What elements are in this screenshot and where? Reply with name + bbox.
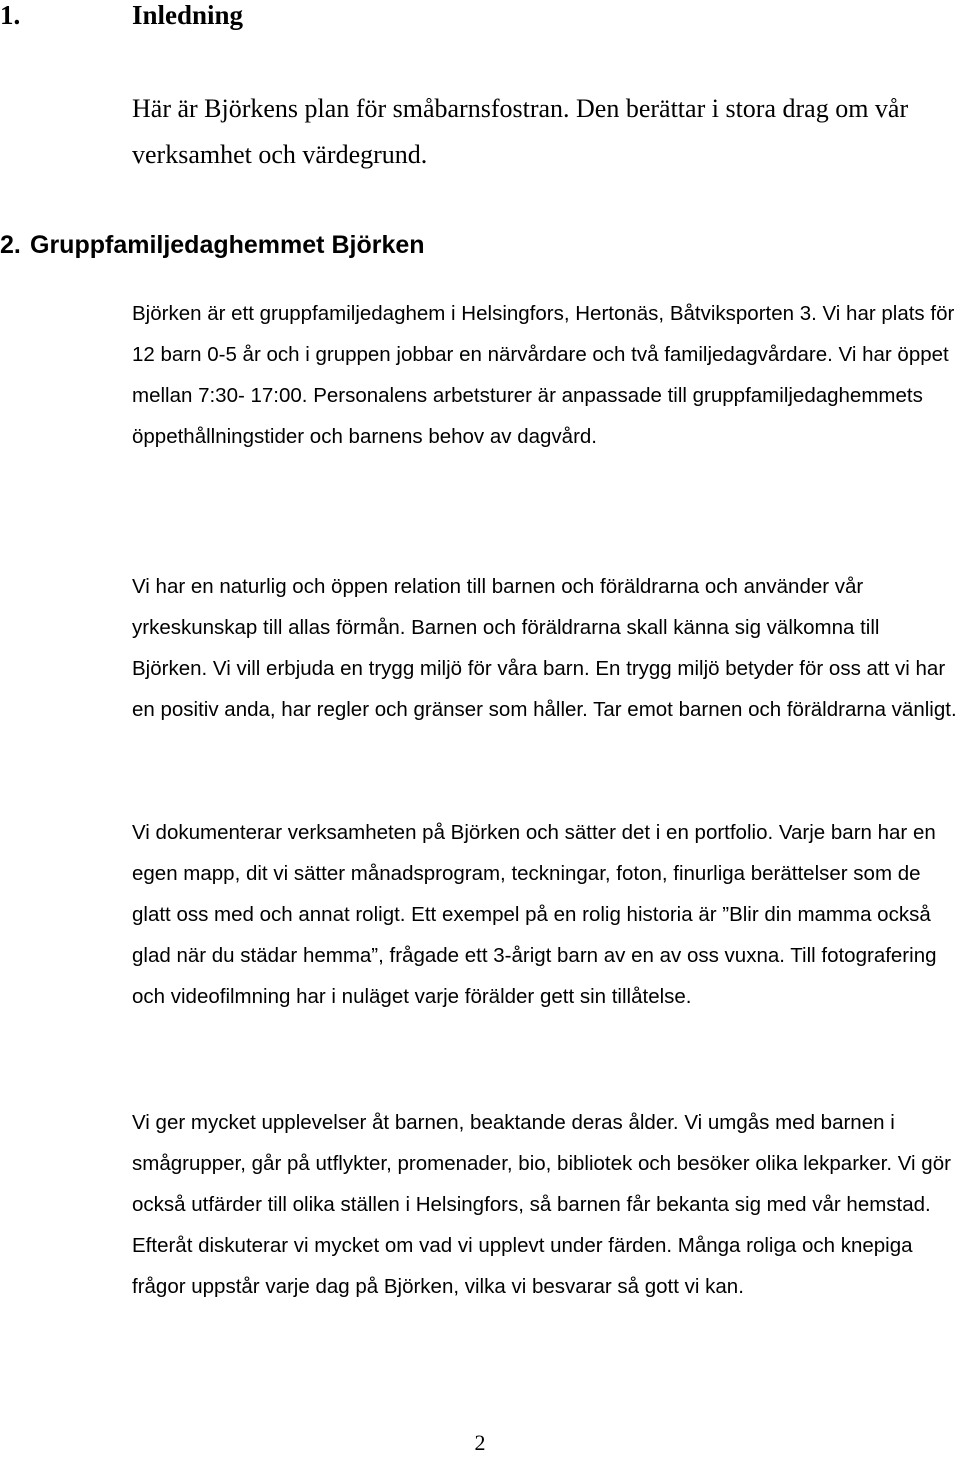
body-paragraph: Björken är ett gruppfamiljedaghem i Helsingfors, Hertonäs, Båtviksporten 3. Vi har plats för 12 barn 0-5 år och i gruppen jobbar en närvårdare och två familjedagvårdare. Vi har öppet mellan 7:30- 17:00. Personalens arbetsturer är anpassade till gruppfamiljedaghemmets öppethållningstider och barnens behov av dagvård. <box>132 302 955 448</box>
intro-paragraph: Här är Björkens plan för småbarnsfostran. Den berättar i stora drag om vår verksamhet och värdegrund. <box>132 94 909 169</box>
body-paragraph: Vi har en naturlig och öppen relation till barnen och föräldrarna och använder vår yrkeskunskap till allas förmån. Barnen och föräldrarna skall känna sig välkomna till Björken. Vi vill erbjuda en trygg miljö för våra barn. En trygg miljö betyder för oss att vi har en positiv anda, har regler och gränser som håller. Tar emot barnen och föräldrarna vänligt. <box>132 575 957 721</box>
section-heading-gruppfamiljedaghemmet <box>0 230 425 260</box>
page-number: 2 <box>474 1430 486 1455</box>
section-number: 2. <box>0 231 21 259</box>
section-title: Gruppfamiljedaghemmet Björken <box>30 231 425 259</box>
body-paragraph: Vi ger mycket upplevelser åt barnen, beaktande deras ålder. Vi umgås med barnen i smågrupper, går på utflykter, promenader, bio, bibliotek och besöker olika lekparker. Vi gör också utfärder till olika ställen i Helsingfors, så barnen får bekanta sig med vår hemstad. Efteråt diskuterar vi mycket om vad vi upplevt under färden. Många roliga och knepiga frågor uppstår varje dag på Björken, vilka vi besvarar så gott vi kan. <box>132 1111 951 1298</box>
body-paragraph: Vi dokumenterar verksamheten på Björken och sätter det i en portfolio. Varje barn har en egen mapp, dit vi sätter månadsprogram, teckningar, foton, finurliga berättelser som de glatt oss med och annat roligt. Ett exempel på en rolig historia är ”Blir din mamma också glad när du städar hemma”, frågade ett 3-årigt barn av en av oss vuxna. Till fotografering och videofilmning har i nuläget varje förälder gett sin tillåtelse. <box>132 821 937 1008</box>
section-number: 1. <box>0 0 21 30</box>
section-title: Inledning <box>132 0 244 30</box>
section-heading-inledning <box>0 0 243 30</box>
